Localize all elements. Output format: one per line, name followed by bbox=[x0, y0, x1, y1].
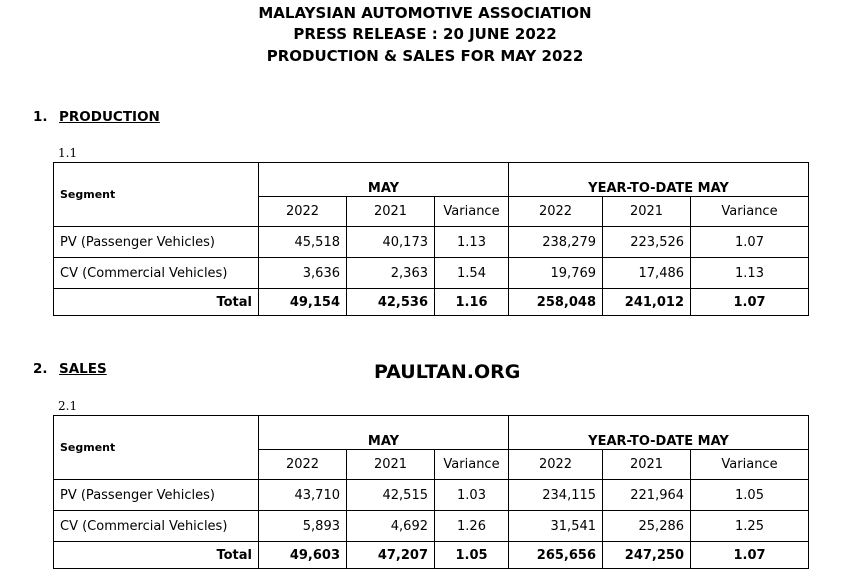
row-label: PV (Passenger Vehicles) bbox=[54, 227, 259, 258]
section-sales-heading bbox=[33, 361, 107, 377]
col-header-variance: Variance bbox=[435, 197, 509, 227]
watermark-text: PAULTAN.ORG bbox=[374, 361, 521, 383]
cell-ytd-variance: 1.25 bbox=[691, 511, 809, 542]
col-header-variance: Variance bbox=[435, 450, 509, 480]
ytd-group-header: YEAR-TO-DATE MAY bbox=[509, 416, 809, 450]
header-report-title: PRODUCTION & SALES FOR MAY 2022 bbox=[266, 47, 584, 65]
sales-table bbox=[53, 415, 809, 569]
subsection-label: 2.1 bbox=[58, 399, 78, 413]
table-row bbox=[54, 227, 809, 258]
header-press-release: PRESS RELEASE : 20 JUNE 2022 bbox=[293, 25, 557, 43]
cell-may-2021: 40,173 bbox=[347, 227, 435, 258]
cell-ytd-2021: 25,286 bbox=[603, 511, 691, 542]
cell-may-2021: 42,536 bbox=[347, 289, 435, 316]
cell-ytd-2022: 258,048 bbox=[509, 289, 603, 316]
subsection-label: 1.1 bbox=[58, 146, 78, 160]
cell-ytd-2022: 19,769 bbox=[509, 258, 603, 289]
cell-ytd-2022: 31,541 bbox=[509, 511, 603, 542]
cell-may-2021: 42,515 bbox=[347, 480, 435, 511]
segment-header: Segment bbox=[54, 163, 259, 227]
cell-may-2022: 49,603 bbox=[259, 542, 347, 569]
cell-ytd-variance: 1.07 bbox=[691, 542, 809, 569]
cell-ytd-variance: 1.05 bbox=[691, 480, 809, 511]
cell-may-variance: 1.54 bbox=[435, 258, 509, 289]
cell-ytd-variance: 1.13 bbox=[691, 258, 809, 289]
col-header-2022: 2022 bbox=[259, 450, 347, 480]
cell-may-2021: 4,692 bbox=[347, 511, 435, 542]
cell-may-2022: 5,893 bbox=[259, 511, 347, 542]
section-production-heading bbox=[33, 109, 160, 125]
cell-ytd-variance: 1.07 bbox=[691, 289, 809, 316]
table-row bbox=[54, 258, 809, 289]
total-label: Total bbox=[54, 289, 259, 316]
ytd-group-header: YEAR-TO-DATE MAY bbox=[509, 163, 809, 197]
cell-may-variance: 1.13 bbox=[435, 227, 509, 258]
total-label: Total bbox=[54, 542, 259, 569]
col-header-2022: 2022 bbox=[509, 197, 603, 227]
total-row bbox=[54, 289, 809, 316]
cell-may-variance: 1.16 bbox=[435, 289, 509, 316]
cell-ytd-2021: 223,526 bbox=[603, 227, 691, 258]
header-association: MALAYSIAN AUTOMOTIVE ASSOCIATION bbox=[258, 4, 592, 22]
col-header-2022: 2022 bbox=[509, 450, 603, 480]
segment-header: Segment bbox=[54, 416, 259, 480]
cell-may-2021: 47,207 bbox=[347, 542, 435, 569]
col-header-variance: Variance bbox=[691, 450, 809, 480]
col-header-2021: 2021 bbox=[347, 450, 435, 480]
col-header-2021: 2021 bbox=[603, 450, 691, 480]
row-label: PV (Passenger Vehicles) bbox=[54, 480, 259, 511]
section-title: PRODUCTION bbox=[59, 109, 160, 125]
col-header-2021: 2021 bbox=[347, 197, 435, 227]
total-row bbox=[54, 542, 809, 569]
col-header-variance: Variance bbox=[691, 197, 809, 227]
cell-may-2022: 3,636 bbox=[259, 258, 347, 289]
cell-may-variance: 1.03 bbox=[435, 480, 509, 511]
table-row bbox=[54, 480, 809, 511]
production-table bbox=[53, 162, 809, 316]
cell-may-2022: 49,154 bbox=[259, 289, 347, 316]
row-label: CV (Commercial Vehicles) bbox=[54, 511, 259, 542]
may-group-header: MAY bbox=[259, 416, 509, 450]
cell-ytd-2021: 221,964 bbox=[603, 480, 691, 511]
cell-ytd-2021: 17,486 bbox=[603, 258, 691, 289]
section-title: SALES bbox=[59, 361, 107, 377]
section-number: 2. bbox=[33, 361, 48, 377]
col-header-2021: 2021 bbox=[603, 197, 691, 227]
cell-ytd-2021: 241,012 bbox=[603, 289, 691, 316]
cell-ytd-variance: 1.07 bbox=[691, 227, 809, 258]
cell-may-variance: 1.26 bbox=[435, 511, 509, 542]
cell-ytd-2022: 265,656 bbox=[509, 542, 603, 569]
may-group-header: MAY bbox=[259, 163, 509, 197]
cell-may-2021: 2,363 bbox=[347, 258, 435, 289]
cell-may-variance: 1.05 bbox=[435, 542, 509, 569]
cell-ytd-2022: 234,115 bbox=[509, 480, 603, 511]
cell-ytd-2021: 247,250 bbox=[603, 542, 691, 569]
col-header-2022: 2022 bbox=[259, 197, 347, 227]
cell-may-2022: 45,518 bbox=[259, 227, 347, 258]
row-label: CV (Commercial Vehicles) bbox=[54, 258, 259, 289]
table-row bbox=[54, 511, 809, 542]
section-number: 1. bbox=[33, 109, 48, 125]
cell-may-2022: 43,710 bbox=[259, 480, 347, 511]
cell-ytd-2022: 238,279 bbox=[509, 227, 603, 258]
